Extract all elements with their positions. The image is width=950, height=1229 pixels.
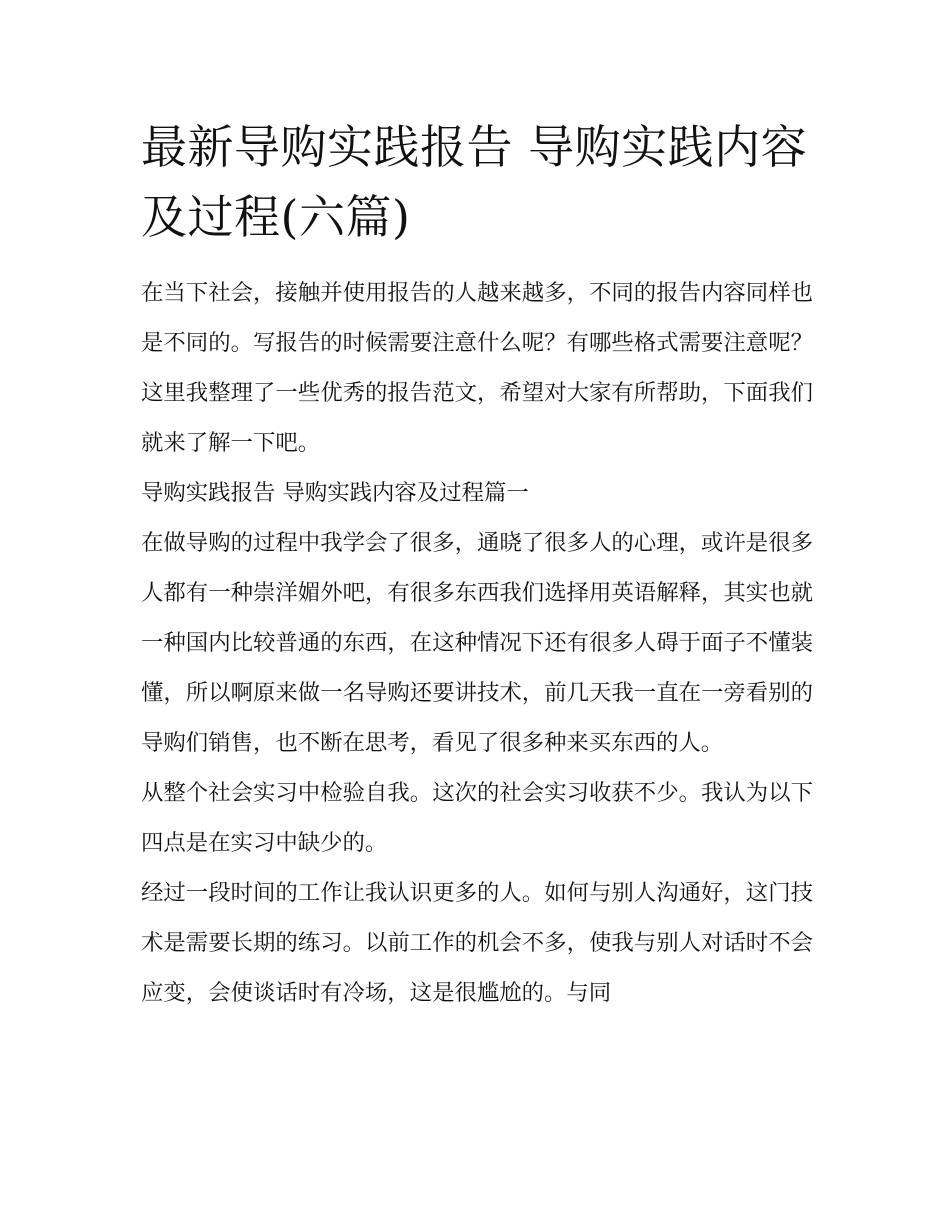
section-heading: 导购实践报告 导购实践内容及过程篇一 [141, 480, 529, 506]
document-body [141, 268, 813, 1018]
document-title: 最新导购实践报告 导购实践内容及过程(六篇) [141, 120, 808, 244]
body-paragraph-2: 从整个社会实习中检验自我。这次的社会实习收获不少。我认为以下四点是在实习中缺少的。 [141, 780, 813, 856]
body-paragraph-1: 在做导购的过程中我学会了很多，通晓了很多人的心理，或许是很多人都有一种崇洋媚外吧，有很多东西我们选择用英语解释，其实也就一种国内比较普通的东西，在这种情况下还有很多人碍于面子不懂装懂，所以啊原来做一名导购还要讲技术，前几天我一直在一旁看别的导购们销售，也不断在思考，看见了很多种来买东西的人。 [141, 530, 813, 756]
body-paragraph-3: 经过一段时间的工作让我认识更多的人。如何与别人沟通好，这门技术是需要长期的练习。以前工作的机会不多，使我与别人对话时不会应变，会使谈话时有冷场，这是很尴尬的。与同 [141, 880, 813, 1006]
document-page [141, 112, 813, 1018]
intro-paragraph: 在当下社会，接触并使用报告的人越来越多，不同的报告内容同样也是不同的。写报告的时候需要注意什么呢？有哪些格式需要注意呢？这里我整理了一些优秀的报告范文，希望对大家有所帮助，下面我们就来了解一下吧。 [141, 280, 813, 456]
